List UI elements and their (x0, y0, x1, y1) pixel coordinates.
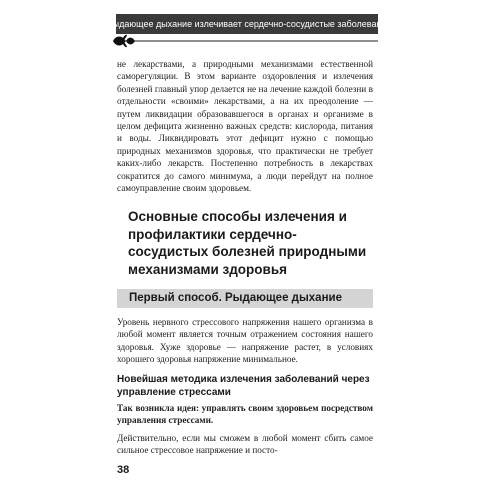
leaf-ornament-icon (112, 34, 384, 48)
body-paragraph: не лекарствами, а природными механизмами естественной саморегуляции. В этом варианте оздоровления и излечения болезней главный упор делается не на лечение каждой болезни в отдельности «своими» лекарствами, а на их преодоление — путем ликвидации образовавшегося в органах и организме в целом дефицита жизненно важных средств: кислорода, питания и воды. Ликвидировать этот дефицит нужно с помощью природных механизмов здоровья, что практически не требует каких-либо лекарств. Постепенно потребность в лекарствах сократится до самого минимума, а люди перейдут на полное самоуправление своим здоровьем. (117, 59, 373, 194)
body-paragraph: Действительно, если мы сможем в любой момент сбить самое сильное стрессовое напряжение и посто- (117, 433, 373, 456)
body-paragraph: Уровень нервного стрессового напряжения нашего организма в любой момент является точным отражением состояния нашего здоровья. Хуже здоровье — напряжение растет, в условиях хорошего здоровья напряжение минимальное. (117, 317, 373, 365)
subsection-title: Первый способ. Рыдающее дыхание (117, 289, 373, 308)
sub-heading: Новейшая методика излечения заболеваний через управление стрессами (117, 374, 370, 398)
page-number: 38 (117, 464, 130, 476)
running-header (106, 14, 392, 34)
section-heading: Основные способы излечения и профилактики сердечно-сосудистых болезней природными механизмами здоровья (128, 209, 367, 277)
bold-paragraph: Так возникла идея: управлять своим здоровьем посредством управления стрессами. (117, 403, 373, 426)
running-header-title: Рыдающее дыхание излечивает сердечно-сосудистые заболевания (106, 19, 392, 29)
